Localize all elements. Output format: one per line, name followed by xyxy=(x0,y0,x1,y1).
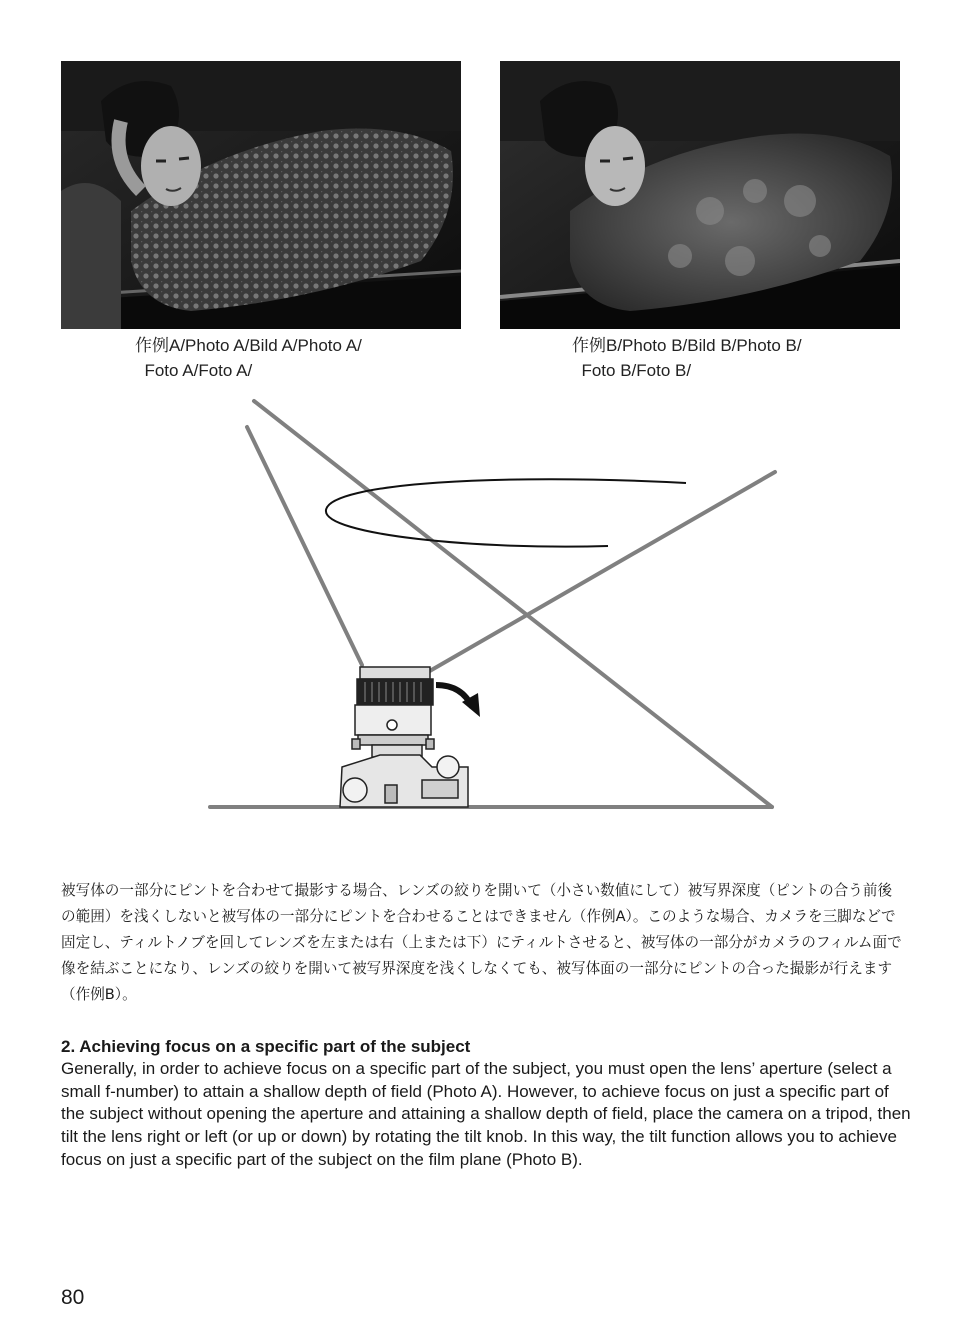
section-body: Generally, in order to achieve focus on a specific part of the subject, you must open the lens’ aperture (select a small f-number) to attain a shallow depth of field (Photo A). However, to achieve focus on just a specific part of the subject without opening the aperture and attaining a shallow depth of field, place the camera on a tripod, then tilt the lens right or left (or up or down) by rotating the tilt knob. In this way, the tilt function allows you to achieve focus on just a specific part of the subject on the film plane (Photo B). xyxy=(61,1059,911,1169)
photo-b xyxy=(500,61,900,329)
photo-a-caption-line1: 作例A/Photo A/Bild A/Photo A/ xyxy=(135,336,362,355)
tilt-diagram xyxy=(200,395,800,815)
view-line-right xyxy=(428,472,775,672)
japanese-body-text: 被写体の一部分にピントを合わせて撮影する場合、レンズの絞りを開いて（小さい数値にして）被写界深度（ピントの合う前後の範囲）を浅くしないと被写体の一部分にピントを合わせることはできません（作例A）。このような場合、カメラを三脚などで固定し、ティルトノブを回してレンズを左または右（上または下）にティルトさせると、被写体の一部分がカメラのフィルム面で像を結ぶことになり、レンズの絞りを開いて被写界深度を浅くしなくても、被写体面の一部分にピントの合った撮影が行えます（作例B）。 xyxy=(61,882,902,1003)
page-number: 80 xyxy=(61,1286,85,1309)
photo-a-image xyxy=(61,61,461,329)
photo-a-caption xyxy=(135,333,362,383)
photo-b-caption-line1: 作例B/Photo B/Bild B/Photo B/ xyxy=(572,336,802,355)
photo-b-image xyxy=(500,61,900,329)
photo-a-caption-line2: Foto A/Foto A/ xyxy=(144,361,253,380)
view-line-left xyxy=(247,427,362,665)
photo-b-caption-line2: Foto B/Foto B/ xyxy=(581,361,692,380)
photo-b-caption xyxy=(572,333,802,383)
section-heading: 2. Achieving focus on a specific part of the subject xyxy=(61,1037,471,1056)
photo-a xyxy=(61,61,461,329)
subject-ellipse xyxy=(326,479,686,546)
